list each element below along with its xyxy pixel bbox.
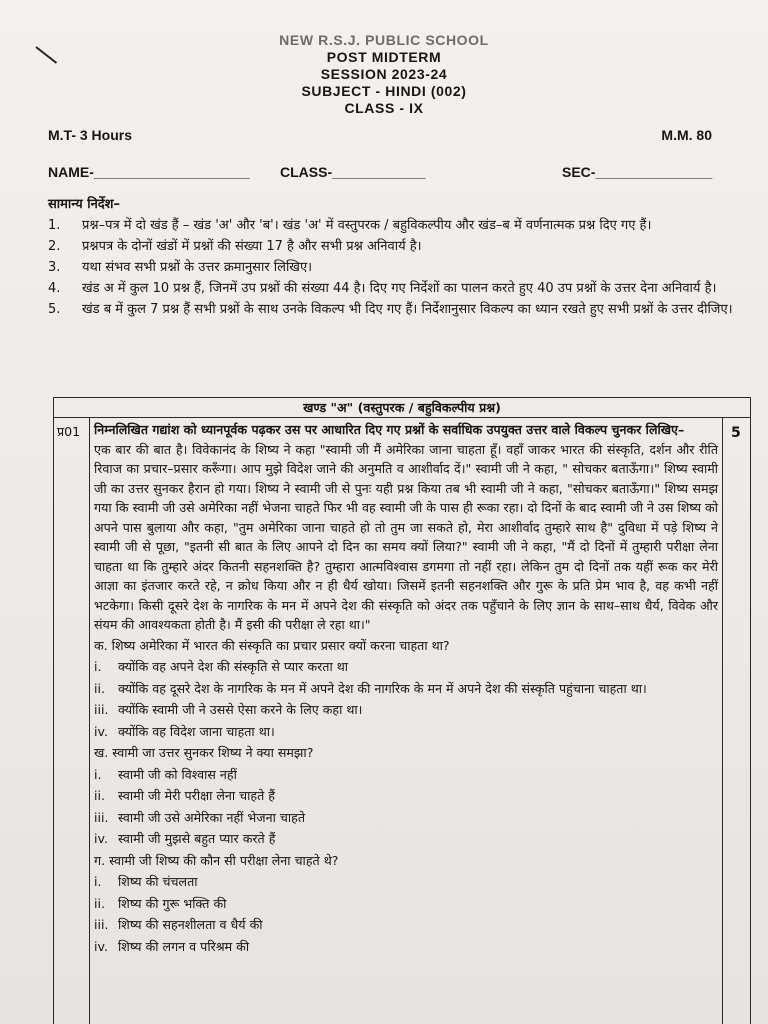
- paper-header: [0, 32, 768, 117]
- question-number: प्र01: [57, 424, 81, 439]
- option: [94, 828, 718, 850]
- option-text: क्योंकि वह विदेश जाना चाहता था।: [118, 723, 275, 739]
- instruction-item: [48, 279, 748, 298]
- option-label: ii.: [94, 680, 106, 696]
- option: [94, 785, 718, 807]
- instruction-number: 1.: [48, 218, 61, 233]
- option-label: iv.: [94, 831, 108, 846]
- sub-question: क. शिष्य अमेरिका में भारत की संस्कृति का प्रचार प्रसार क्यों करना चाहता था?: [94, 637, 450, 653]
- class-title: CLASS - IX: [344, 100, 424, 116]
- instruction-text: खंड अ में कुल 10 प्रश्न हैं, जिनमें उप प्रश्नों की संख्या 44 है। दिए गए निर्देशों का पालन करते हुए 40 उप प्रश्नों के उत्तर देना अनिवार्य है।: [82, 281, 717, 296]
- option: [94, 699, 718, 721]
- option-label: iii.: [94, 809, 109, 825]
- option: [94, 871, 718, 893]
- option-text: क्योंकि वह अपने देश की संस्कृति से प्यार करता था: [118, 659, 349, 674]
- sub-question: ग. स्वामी जी शिष्य की कौन सी परीक्षा लेना चाहते थे?: [94, 852, 339, 868]
- instructions-title: सामान्य निर्देश–: [48, 197, 121, 212]
- question-number-column: [54, 418, 90, 1024]
- name-field: NAME-____________________: [48, 164, 250, 180]
- section-a-heading: खण्ड "अ" (वस्तुपरक / बहुविकल्पीय प्रश्न): [54, 398, 750, 418]
- option-text: शिष्य की चंचलता: [118, 874, 198, 889]
- max-marks: M.M. 80: [661, 127, 712, 143]
- option-label: iii.: [94, 702, 109, 717]
- option: [94, 721, 718, 743]
- section-field: SEC-_______________: [562, 164, 713, 180]
- option: [94, 678, 718, 700]
- option-label: ii.: [94, 895, 106, 911]
- option-label: ii.: [94, 788, 106, 803]
- option-label: i.: [94, 659, 102, 674]
- option: [94, 656, 718, 678]
- instruction-number: 5.: [48, 302, 61, 317]
- option-label: iv.: [94, 723, 108, 739]
- option-text: स्वामी जी को विश्वास नहीं: [118, 766, 237, 782]
- time-marks-row: [48, 127, 712, 143]
- option: [94, 893, 718, 915]
- option: [94, 764, 718, 786]
- instruction-text: प्रश्न–पत्र में दो खंड हैं – खंड 'अ' और 'ब'। खंड 'अ' में वस्तुपरक / बहुविकल्पीय और खंड–ब में वर्णनात्मक प्रश्न दिए गए हैं।: [82, 218, 652, 233]
- instruction-item: [48, 237, 748, 256]
- instruction-number: 2.: [48, 239, 61, 254]
- option-text: क्योंकि वह दूसरे देश के नागरिक के मन में अपने देश की नागरिक के मन में अपने देश की संस्कृति पहुंचाना चाहता था।: [118, 680, 647, 696]
- option: [94, 914, 718, 936]
- option-label: i.: [94, 766, 102, 782]
- instruction-number: 3.: [48, 260, 61, 275]
- class-field: CLASS-____________: [280, 164, 426, 180]
- subject: SUBJECT - HINDI (002): [301, 83, 467, 99]
- section-a-table: [53, 397, 751, 1024]
- option-text: क्योंकि स्वामी जी ने उससे ऐसा करने के लिए कहा था।: [118, 702, 363, 717]
- question-marks: 5: [731, 425, 741, 441]
- option-text: शिष्य की सहनशीलता व धैर्य की: [118, 917, 263, 932]
- question-instruction: निम्नलिखित गद्यांश को ध्यानपूर्वक पढ़कर उस पर आधारित दिए गए प्रश्नों के सर्वाधिक उपयुक्त उत्तर वाले विकल्प चुनकर लिखिए–: [94, 422, 685, 437]
- max-time: M.T- 3 Hours: [48, 127, 133, 143]
- option: [94, 936, 718, 958]
- sub-question: ख. स्वामी जा उत्तर सुनकर शिष्य ने क्या समझा?: [94, 745, 314, 760]
- instruction-text: यथा संभव सभी प्रश्नों के उत्तर क्रमानुसार लिखिए।: [82, 260, 313, 275]
- instruction-item: [48, 300, 748, 319]
- option-label: iv.: [94, 938, 108, 954]
- option-text: शिष्य की गुरू भक्ति की: [118, 895, 227, 911]
- instruction-text: खंड ब में कुल 7 प्रश्न हैं सभी प्रश्नों के साथ उनके विकल्प भी दिए गए हैं। निर्देशानुसार विकल्प का ध्यान रखते हुए सभी प्रश्नों के उत्तर दीजिए।: [82, 302, 733, 317]
- question-content: [90, 418, 722, 1024]
- option-label: i.: [94, 874, 102, 889]
- option-text: शिष्य की लगन व परिश्रम की: [118, 938, 250, 954]
- exam-name: POST MIDTERM: [326, 49, 442, 65]
- option-text: स्वामी जी मेरी परीक्षा लेना चाहते हैं: [118, 788, 275, 803]
- option: [94, 807, 718, 829]
- option-label: iii.: [94, 917, 109, 932]
- school-name: NEW R.S.J. PUBLIC SCHOOL: [279, 32, 489, 48]
- instruction-item: [48, 258, 748, 277]
- option-text: स्वामी जी उसे अमेरिका नहीं भेजना चाहते: [118, 809, 306, 825]
- session: SESSION 2023-24: [320, 66, 448, 82]
- option-text: स्वामी जी मुझसे बहुत प्यार करते हैं: [118, 831, 276, 846]
- instruction-text: प्रश्नपत्र के दोनों खंडों में प्रश्नों की संख्या 17 है और सभी प्रश्न अनिवार्य है।: [82, 239, 422, 254]
- marks-column: [722, 418, 750, 1024]
- instruction-number: 4.: [48, 281, 61, 296]
- instruction-item: [48, 216, 748, 235]
- passage-text: एक बार की बात है। विवेकानंद के शिष्य ने कहा "स्वामी जी मैं अमेरिका जाना चाहता हूँ। वहाँ जाकर भारत की संस्कृति, दर्शन और रीति रिवाज का प्रचार–प्रसार करूँगा। आप मुझे विदेश जाने की अनुमति व आशीर्वाद दें।" स्वामी जी ने कहा, " सोचकर बताऊँगा।" शिष्य स्वामी जी का उत्तर सुनकर हैरान हो गया। शिष्य ने स्वामी जी से पुनः यही प्रश्न किया तब भी स्वामी जी ने कहा, "सोचकर बताऊँगा।" शिष्य समझ गया कि स्वामी जी उसे अमेरिका नहीं भेजना चाहते फिर भी वह स्वामी जी के पास ही रूका रहा। दो दिनों के बाद स्वामी जी ने उस शिष्य को अपने पास बुलाया और कहा, "तुम अमेरिका जाना चाहते हो तो तुम जा सकते हो, मेरा आशीर्वाद तुम्हारे साथ है" दुविधा में पड़े शिष्य ने स्वामी जी से पूछा, "इतनी सी बात के लिए आपने दो दिन का समय क्यों लिया?" स्वामी जी ने कहा, "मैं दो दिनों में तुम्हारी परीक्षा लेना चाहता था कि तुम्हारे अंदर कितनी सहनशक्ति है? तुम्हारा आत्मविश्वास डगमगा तो नहीं रहा। लेकिन तुम दो दिनों तक यहीं रूक कर मेरी आज्ञा का इंतजार करते रहे, न क्रोध किया और न ही धैर्य खोया। जिसमें इतनी सहनशक्ति और गुरू के प्रति प्रेम भाव है, वह कभी नहीं भटकेगा। किसी दूसरे देश के नागरिक के मन में अपने देश की संस्कृति को अंदर तक पहुँचाने के लिए ज्ञान के साथ–साथ धैर्य, विवेक और संयम की आवश्यकता होती है। मैं इसी की परीक्षा ले रहा था।": [94, 441, 718, 632]
- general-instructions: [48, 194, 748, 321]
